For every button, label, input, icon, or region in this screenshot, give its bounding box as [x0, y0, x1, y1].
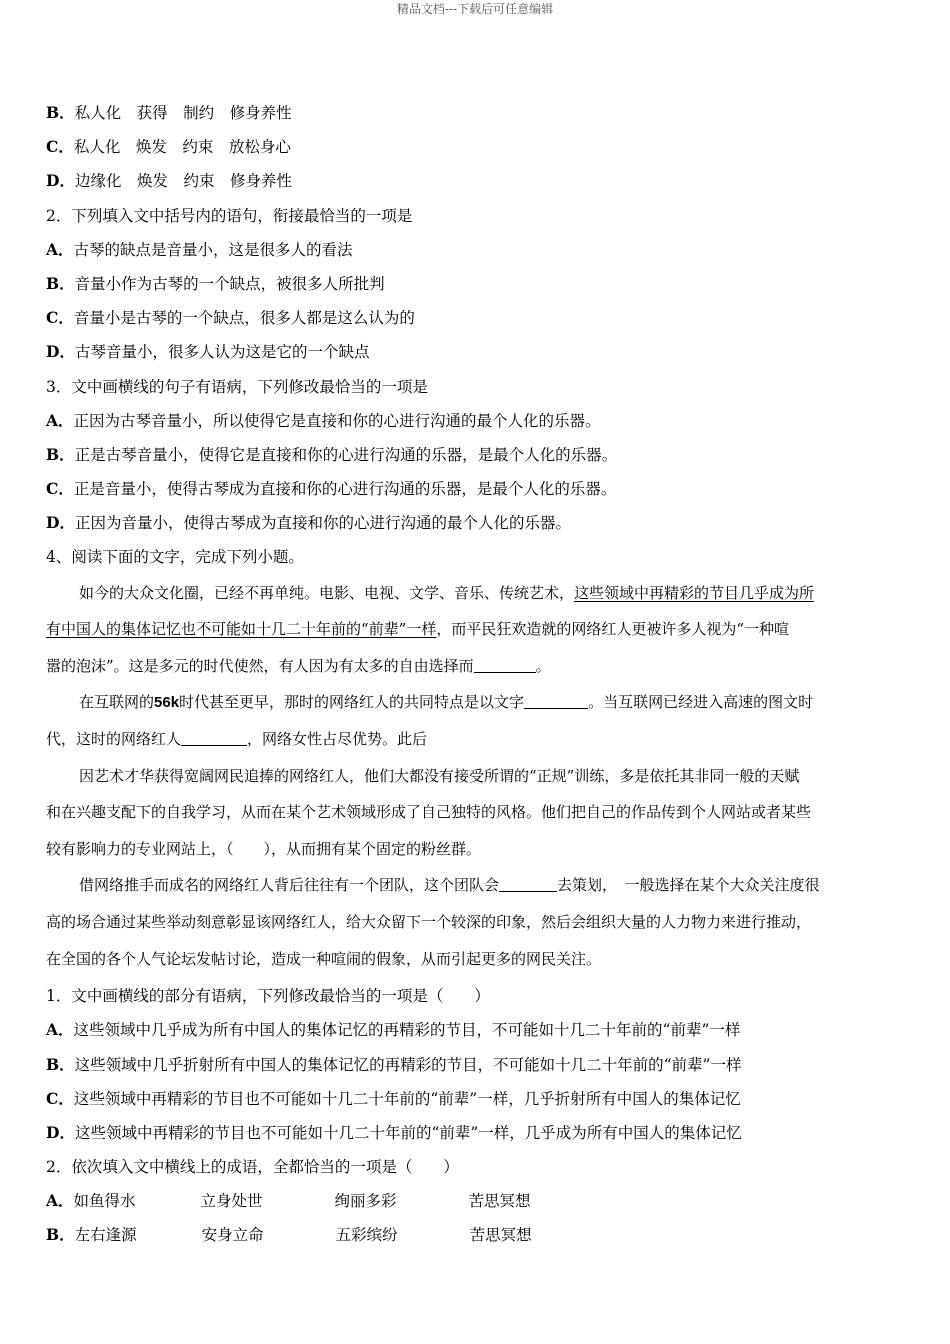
passage-p4-line2: 高的场合通过某些举动刻意彰显该网络红人，给大众留下一个较深的印象，然后会组织大量的人力物力来进行推动， — [46, 912, 812, 931]
passage-p4-line3: 在全国的各个人气论坛发帖讨论，造成一种喧闹的假象，从而引起更多的网民关注。 — [46, 949, 602, 968]
sub1-option-d: D．这些领域中再精彩的节目也不可能如十几二十年前的“前辈”一样，几乎成为所有中国人的集体记忆 — [46, 1122, 742, 1142]
q1-option-d: D．边缘化 焕发 约束 修身养性 — [46, 171, 292, 191]
fill-blank-4 — [499, 875, 557, 892]
passage-p3-line3: 较有影响力的专业网站上，（ ），从而拥有某个固定的粉丝群。 — [46, 839, 482, 858]
sub1-option-a: A．这些领域中几乎成为所有中国人的集体记忆的再精彩的节目，不可能如十几二十年前的“前辈”一样 — [46, 1020, 741, 1040]
fill-blank-2 — [524, 692, 588, 709]
q2-stem: 2．下列填入文中括号内的语句，衔接最恰当的一项是 — [46, 206, 413, 225]
sub2-stem: 2．依次填入文中横线上的成语，全都恰当的一项是（ ） — [46, 1158, 459, 1177]
passage-p4-line1: 借网络推手而成名的网络红人背后往往有一个团队，这个团队会 去策划， 一般选择在某个大众关注度很 — [79, 876, 820, 895]
q3-option-a: A．正因为古琴音量小，所以使得它是直接和你的心进行沟通的最个人化的乐器。 — [46, 410, 601, 430]
passage-p3-line1: 因艺术才华获得宽阔网民追捧的网络红人，他们大都没有接受所谓的“正规”训练，多是依托其非同一般的天赋 — [79, 766, 800, 785]
q1-option-c: C．私人化 焕发 约束 放松身心 — [46, 137, 291, 157]
underlined-sentence: 有中国人的集体记忆也不可能如十几二十年前的“前辈”一样 — [46, 620, 437, 639]
sub1-option-c: C．这些领域中再精彩的节目也不可能如十几二十年前的“前辈”一样，几乎折射所有中国人的集体记忆 — [46, 1088, 741, 1108]
q1-option-b: B．私人化 获得 制约 修身养性 — [46, 103, 292, 122]
passage-p1-line2: 有中国人的集体记忆也不可能如十几二十年前的“前辈”一样，而平民狂欢造就的网络红人更被许多人视为“一种喧 — [46, 620, 790, 639]
passage-p3-line2: 和在兴趣支配下的自我学习，从而在某个艺术领域形成了自己独特的风格。他们把自己的作品传到个人网站或者某些 — [46, 803, 812, 822]
q3-stem: 3．文中画横线的句子有语病，下列修改最恰当的一项是 — [46, 377, 428, 396]
fill-blank-1 — [474, 656, 536, 673]
fill-blank-3 — [181, 729, 247, 746]
q3-option-d: D．正因为音量小，使得古琴成为直接和你的心进行沟通的最个人化的乐器。 — [46, 513, 571, 533]
q2-option-b: B．音量小作为古琴的一个缺点，被很多人所批判 — [46, 273, 385, 293]
q2-option-d: D．古琴音量小，很多人认为这是它的一个缺点 — [46, 342, 370, 362]
sub2-option-b: B．左右逢源 安身立命 五彩缤纷 苦思冥想 — [46, 1225, 532, 1245]
q3-option-c: C．正是音量小，使得古琴成为直接和你的心进行沟通的乐器，是最个人化的乐器。 — [46, 479, 617, 499]
q3-option-b: B．正是古琴音量小，使得它是直接和你的心进行沟通的乐器，是最个人化的乐器。 — [46, 444, 618, 464]
underlined-sentence: 这些领域中再精彩的节目几乎成为所 — [574, 583, 815, 602]
passage-p2-line1: 在互联网的56k时代甚至更早，那时的网络红人的共同特点是以文字 。当互联网已经进入高速的图文时 — [79, 693, 814, 712]
q2-option-c: C．音量小是古琴的一个缺点，很多人都是这么认为的 — [46, 308, 415, 328]
reading-passage — [46, 575, 906, 978]
passage-p1-line3: 嚣的泡沫”。这是多元的时代使然，有人因为有太多的自由选择而 。 — [46, 656, 551, 675]
sub1-option-b: B．这些领域中几乎折射所有中国人的集体记忆的再精彩的节目，不可能如十几二十年前的“前辈”一样 — [46, 1054, 742, 1074]
passage-p2-line2: 代，这时的网络红人 ，网络女性占尽优势。此后 — [46, 730, 428, 748]
sub2-option-a: A．如鱼得水 立身处世 绚丽多彩 苦思冥想 — [46, 1191, 531, 1211]
sub1-stem: 1．文中画横线的部分有语病，下列修改最恰当的一项是（ ） — [46, 987, 490, 1006]
document-body — [46, 96, 906, 1253]
passage-p1-line1: 如今的大众文化圈，已经不再单纯。电影、电视、文学、音乐、传统艺术，这些领域中再精彩的节目几乎成为所 — [79, 583, 815, 602]
page-header: 精品文档---下载后可任意编辑 — [396, 2, 554, 16]
q2-option-a: A．古琴的缺点是音量小，这是很多人的看法 — [46, 239, 353, 259]
q4-heading: 4、阅读下面的文字，完成下列小题。 — [46, 548, 304, 567]
